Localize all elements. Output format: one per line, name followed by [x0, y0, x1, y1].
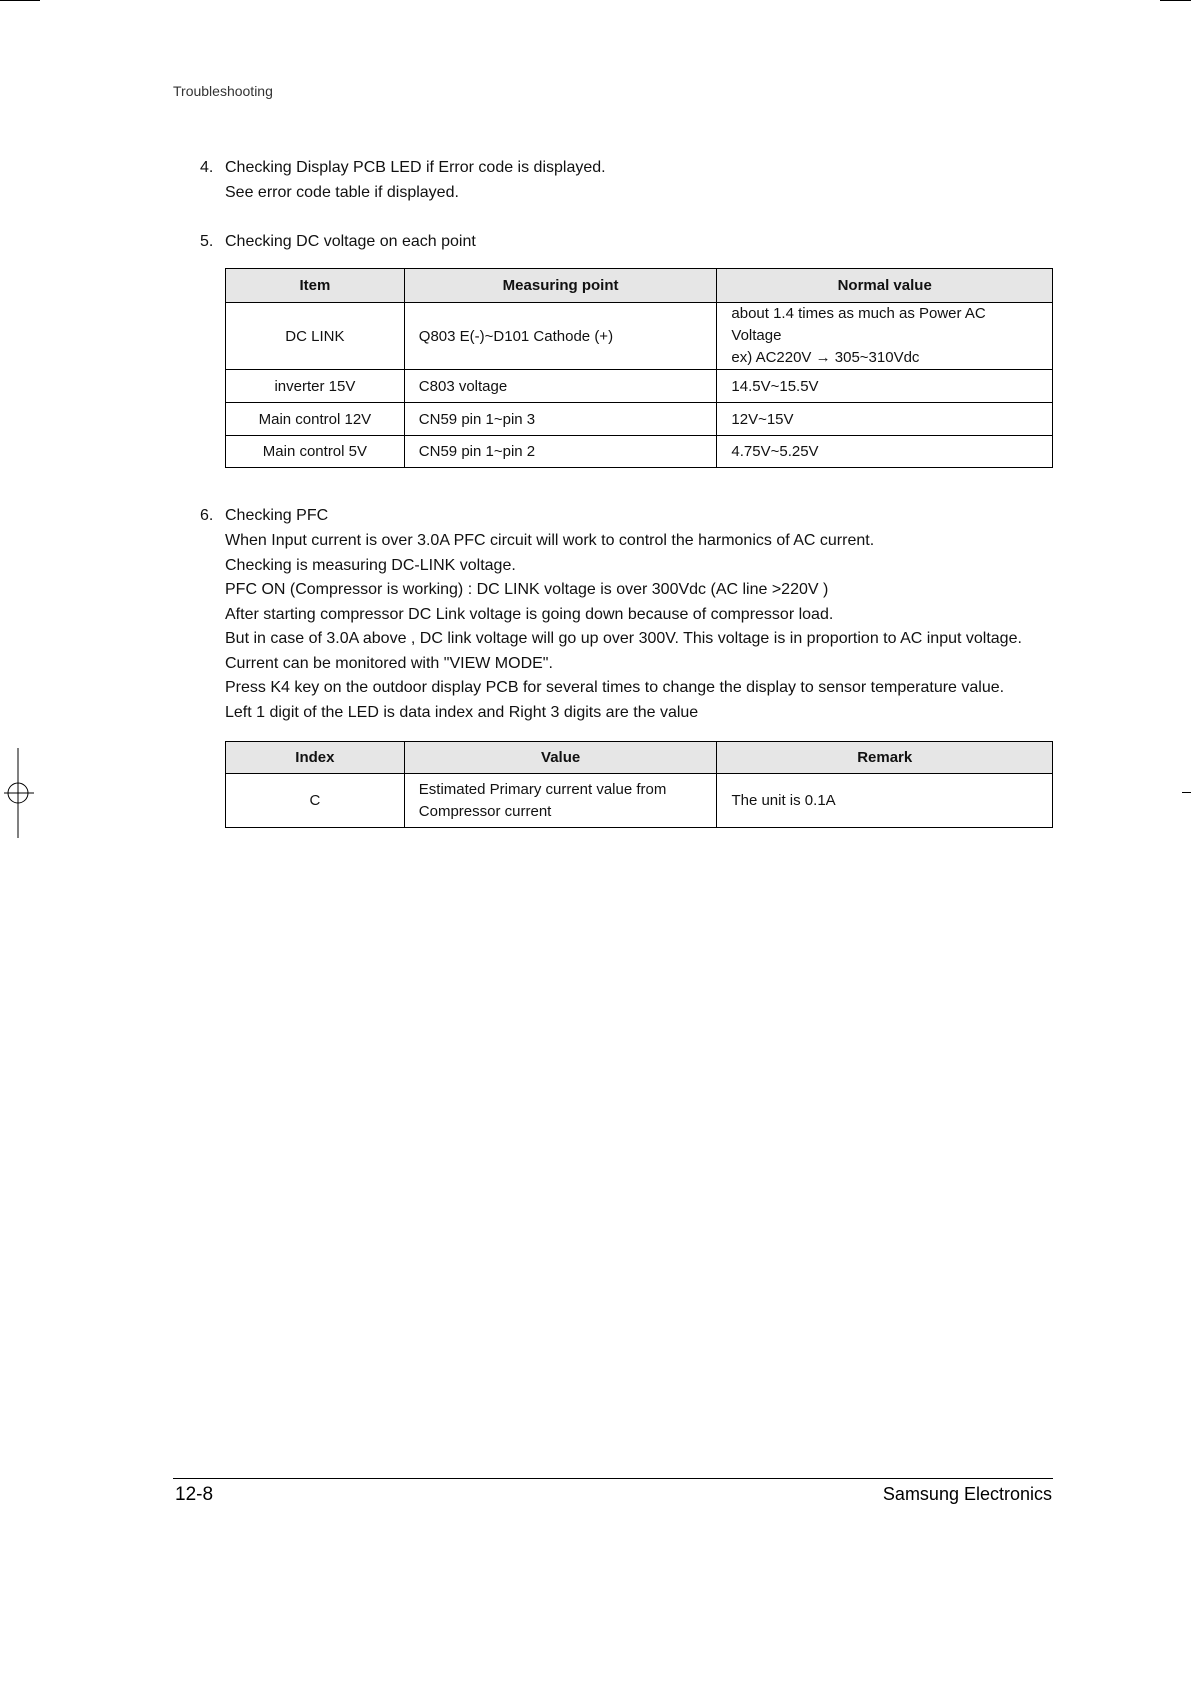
normal-value-line: ex) AC220V → 305~310Vdc [731, 349, 920, 366]
column-header: Measuring point [404, 269, 717, 303]
measuring-point-cell: CN59 pin 1~pin 3 [404, 403, 717, 436]
column-header: Normal value [717, 269, 1053, 303]
footer-divider [173, 1478, 1053, 1479]
page-number: 12-8 [175, 1484, 214, 1505]
column-header: Value [404, 742, 717, 774]
item-cell: Main control 12V [226, 403, 405, 436]
company-name: Samsung Electronics [882, 1484, 1052, 1504]
column-header: Remark [717, 742, 1053, 774]
table-row [226, 774, 1053, 828]
step-4-number: 4. [200, 159, 214, 176]
crop-mark-top-left [0, 0, 40, 1]
step-6-line: Checking is measuring DC-LINK voltage. [225, 557, 516, 574]
normal-value-cell: 14.5V~15.5V [717, 370, 1053, 403]
index-cell: C [226, 774, 405, 828]
measuring-point-cell: CN59 pin 1~pin 2 [404, 436, 717, 468]
step-5-number: 5. [200, 233, 214, 250]
registration-target-icon [4, 748, 34, 838]
item-cell: DC LINK [226, 303, 405, 370]
measuring-point-cell: Q803 E(-)~D101 Cathode (+) [404, 303, 717, 370]
step-5-title: Checking DC voltage on each point [225, 233, 476, 250]
step-6-line: When Input current is over 3.0A PFC circuit will work to control the harmonics of AC current. [225, 532, 875, 549]
normal-value-cell [717, 303, 1053, 370]
value-line: Estimated Primary current value from [418, 780, 667, 798]
item-cell: Main control 5V [226, 436, 405, 468]
crop-mark-top-right [1160, 0, 1191, 1]
table-header-row [226, 269, 1053, 303]
remark-cell: The unit is 0.1A [717, 774, 1053, 828]
step-6-line: Left 1 digit of the LED is data index and Right 3 digits are the value [225, 704, 699, 721]
measuring-point-cell: C803 voltage [404, 370, 717, 403]
normal-value-line: about 1.4 times as much as Power AC Voltage [731, 305, 986, 344]
column-header: Item [226, 269, 405, 303]
normal-value-cell: 12V~15V [717, 403, 1053, 436]
table-row [226, 370, 1053, 403]
value-cell [404, 774, 717, 828]
crop-mark-right [1182, 792, 1191, 793]
view-mode-table [225, 741, 1053, 828]
step-6-line: But in case of 3.0A above , DC link voltage will go up over 300V. This voltage is in proportion to AC input voltage. [225, 630, 1022, 647]
table-row [226, 403, 1053, 436]
section-header: Troubleshooting [173, 83, 273, 99]
step-4-line: Checking Display PCB LED if Error code is displayed. [225, 159, 606, 176]
table-row [226, 303, 1053, 370]
table-row [226, 436, 1053, 468]
table-header-row [226, 742, 1053, 774]
item-cell: inverter 15V [226, 370, 405, 403]
column-header: Index [226, 742, 405, 774]
value-line: Compressor current [418, 802, 552, 820]
step-6-line: Current can be monitored with "VIEW MODE". [225, 655, 553, 672]
step-6-line: Checking PFC [225, 507, 329, 524]
step-6-line: PFC ON (Compressor is working) : DC LINK voltage is over 300Vdc (AC line >220V ) [225, 581, 829, 598]
step-6-line: After starting compressor DC Link voltage is going down because of compressor load. [225, 606, 834, 623]
step-6-line: Press K4 key on the outdoor display PCB for several times to change the display to sensor temperature value. [225, 679, 1005, 696]
step-4-line: See error code table if displayed. [225, 184, 459, 201]
step-6-number: 6. [200, 507, 214, 524]
normal-value-cell: 4.75V~5.25V [717, 436, 1053, 468]
dc-voltage-table [225, 268, 1053, 468]
